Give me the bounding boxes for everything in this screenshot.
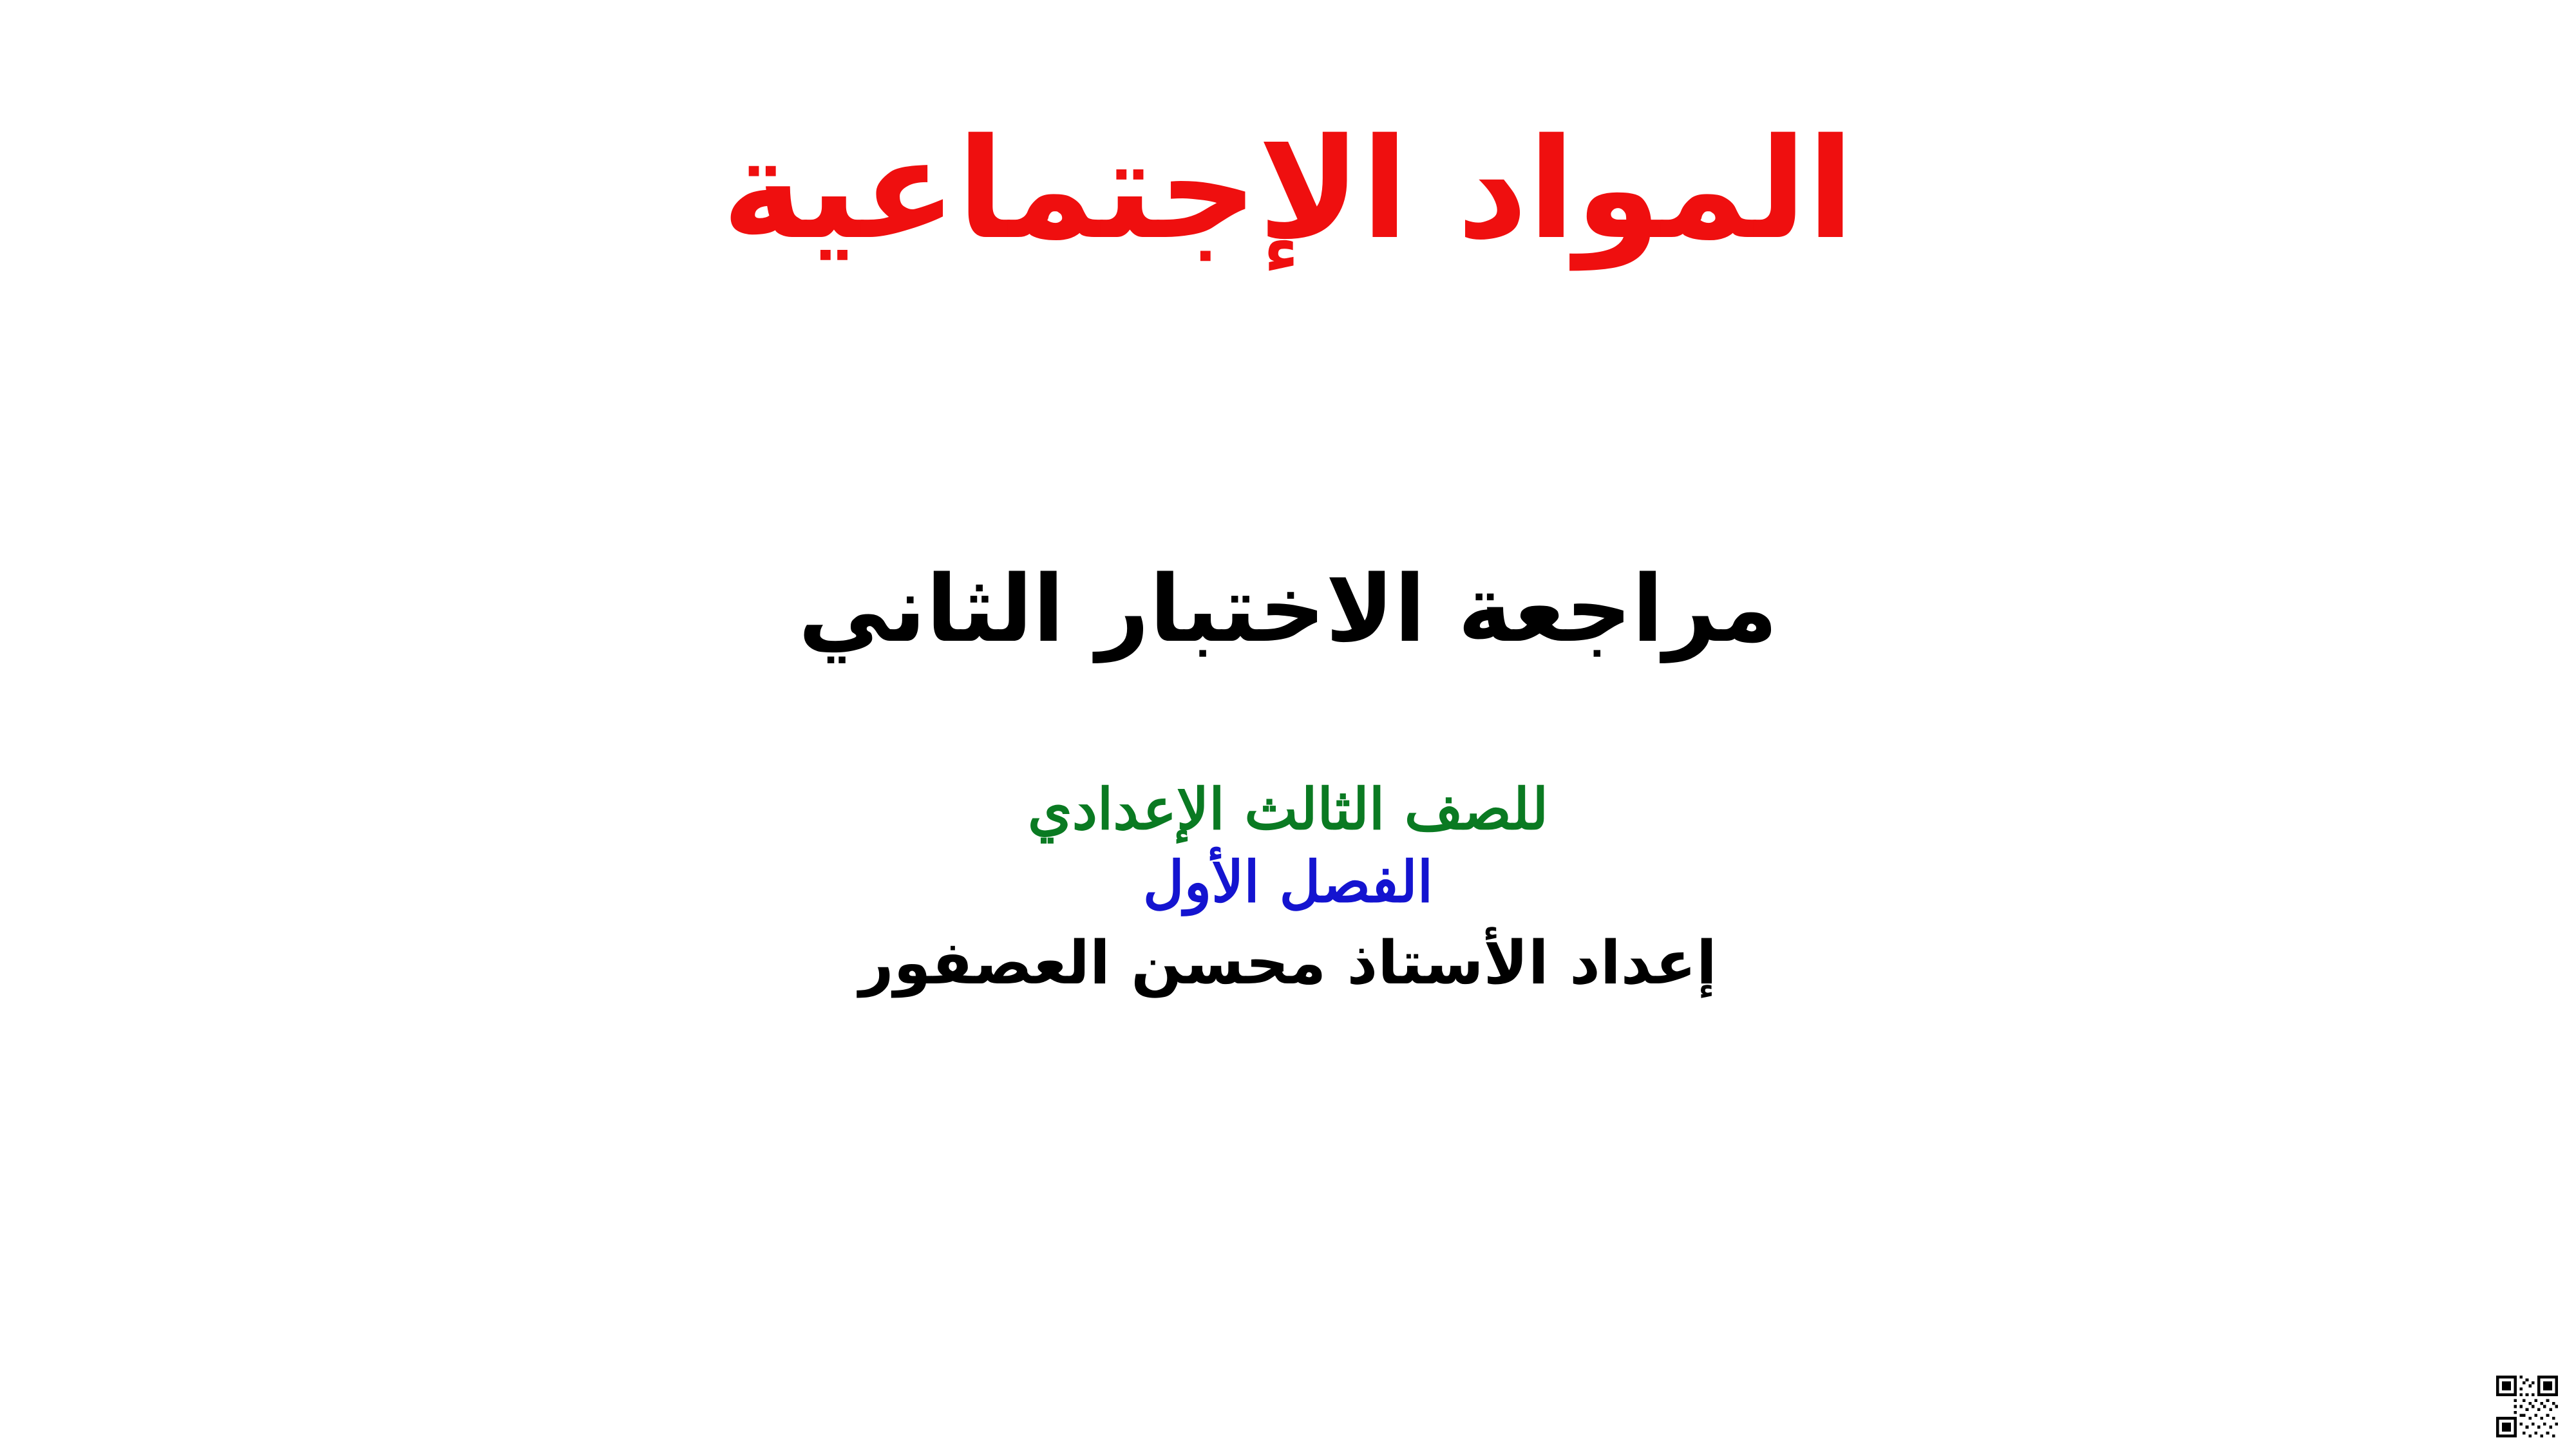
- grade-line: للصف الثالث الإعدادي: [1027, 775, 1549, 842]
- page-subtitle: مراجعة الاختبار الثاني: [798, 555, 1778, 663]
- subtitle-block: [0, 554, 2576, 665]
- qr-code-icon: [2496, 1376, 2558, 1437]
- page-title: المواد الإجتماعية: [721, 108, 1855, 270]
- details-block: [0, 773, 2576, 1002]
- author-line: إعداد الأستاذ محسن العصفور: [859, 928, 1717, 998]
- title-block: [0, 109, 2576, 269]
- term-line: الفصل الأول: [1142, 848, 1434, 915]
